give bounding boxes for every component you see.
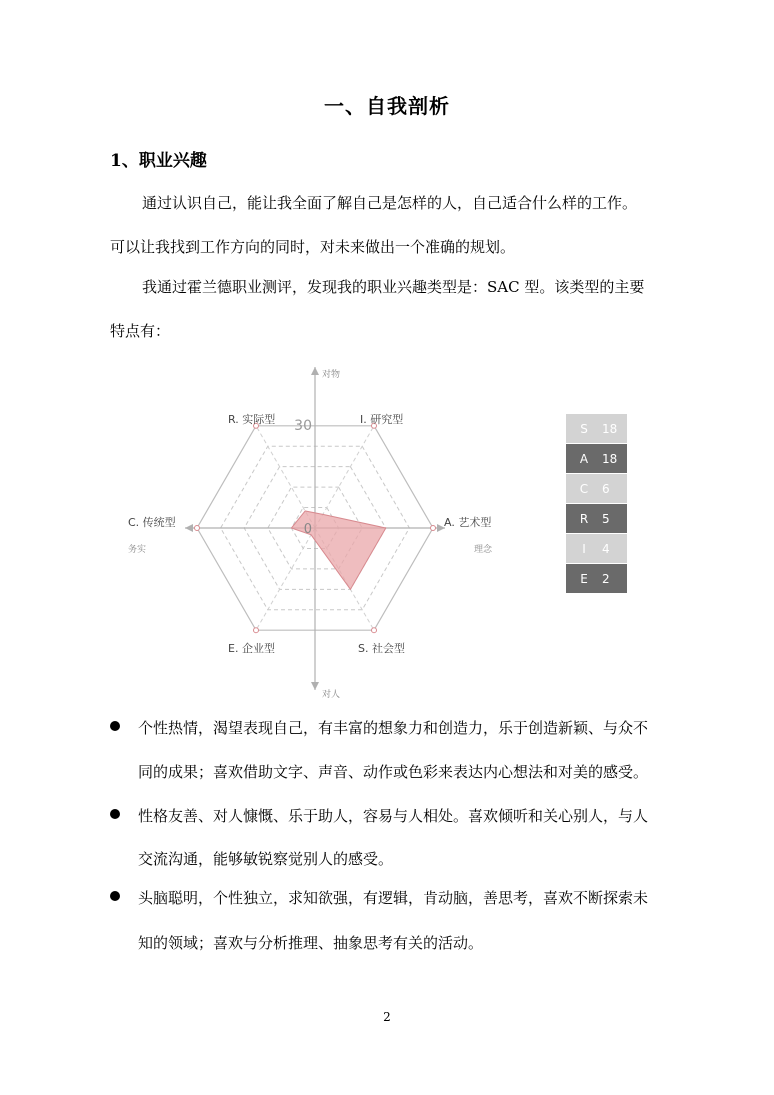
legend-row-s <box>566 414 627 443</box>
direction-label-left: 务实 <box>128 545 147 555</box>
grid-spoke <box>256 528 315 630</box>
axis-label-e: E. 企业型 <box>228 642 275 655</box>
paragraph-2-line-1: 我通过霍兰德职业测评，发现我的职业兴趣类型是：SAC 型。该类型的主要 <box>142 278 645 296</box>
legend-value: 18 <box>602 451 618 466</box>
axis-label-a: A. 艺术型 <box>444 516 492 529</box>
legend-row-e <box>566 564 627 593</box>
legend-key: S <box>580 421 588 436</box>
bullet-dot-icon <box>110 721 120 731</box>
legend-row-a <box>566 444 627 473</box>
legend-value: 18 <box>602 421 618 436</box>
direction-label-right: 理念 <box>474 545 493 555</box>
axis-label-r: R. 实际型 <box>228 413 276 426</box>
axis-label-s: S. 社会型 <box>358 642 405 655</box>
arrow-left-icon <box>185 524 193 532</box>
score-legend <box>566 414 627 594</box>
legend-row-c <box>566 474 627 503</box>
direction-label-top: 对物 <box>322 370 341 380</box>
paragraph-1-line-1: 通过认识自己，能让我全面了解自己是怎样的人，自己适合什么样的工作。 <box>142 194 638 212</box>
legend-key: C <box>579 481 589 496</box>
legend-value: 5 <box>602 511 610 526</box>
vertex-dot <box>195 526 200 531</box>
legend-key: A <box>579 451 589 466</box>
bullet-line: 知的领域；喜欢与分析推理、抽象思考有关的活动。 <box>138 934 484 952</box>
holland-radar-chart <box>110 355 530 705</box>
vertex-dot <box>372 628 377 633</box>
legend-value: 2 <box>602 571 610 586</box>
axis-label-i: I. 研究型 <box>360 413 404 426</box>
bullet-line: 同的成果；喜欢借助文字、声音、动作或色彩来表达内心想法和对美的感受。 <box>138 763 649 781</box>
bullet-line: 性格友善、对人慷慨、乐于助人，容易与人相处。喜欢倾听和关心别人，与人 <box>138 807 649 825</box>
arrow-down-icon <box>311 682 319 690</box>
legend-key: E <box>580 571 588 586</box>
paragraph-1-line-2: 可以让我找到工作方向的同时，对未来做出一个准确的规划。 <box>110 238 516 256</box>
vertex-dot <box>254 628 259 633</box>
bullet-line: 交流沟通，能够敏锐察觉别人的感受。 <box>138 850 394 868</box>
legend-row-i <box>566 534 627 563</box>
legend-value: 4 <box>602 541 610 556</box>
legend-key: R <box>579 511 589 526</box>
legend-row-r <box>566 504 627 533</box>
bullet-line: 头脑聪明，个性独立，求知欲强，有逻辑，肯动脑，善思考，喜欢不断探索未 <box>138 889 649 907</box>
arrow-up-icon <box>311 367 319 375</box>
radar-labels <box>128 368 493 700</box>
legend-key: I <box>582 541 586 556</box>
direction-label-bottom: 对人 <box>322 690 341 700</box>
page-number: 2 <box>383 1010 391 1024</box>
bullet-dot-icon <box>110 891 120 901</box>
paragraph-2-line-2: 特点有： <box>110 322 171 340</box>
legend-value: 6 <box>602 481 610 496</box>
axis-label-c: C. 传统型 <box>128 516 176 529</box>
scale-max-label: 30 <box>294 418 312 434</box>
page-heading: 一、自我剖析 <box>324 94 450 118</box>
vertex-dot <box>431 526 436 531</box>
bullet-line: 个性热情，渴望表现自己，有丰富的想象力和创造力，乐于创造新颖、与众不 <box>138 719 649 737</box>
bullet-dot-icon <box>110 809 120 819</box>
grid-spoke <box>315 426 374 528</box>
scale-zero-label: 0 <box>303 522 312 537</box>
section-title: 1、职业兴趣 <box>110 151 207 171</box>
